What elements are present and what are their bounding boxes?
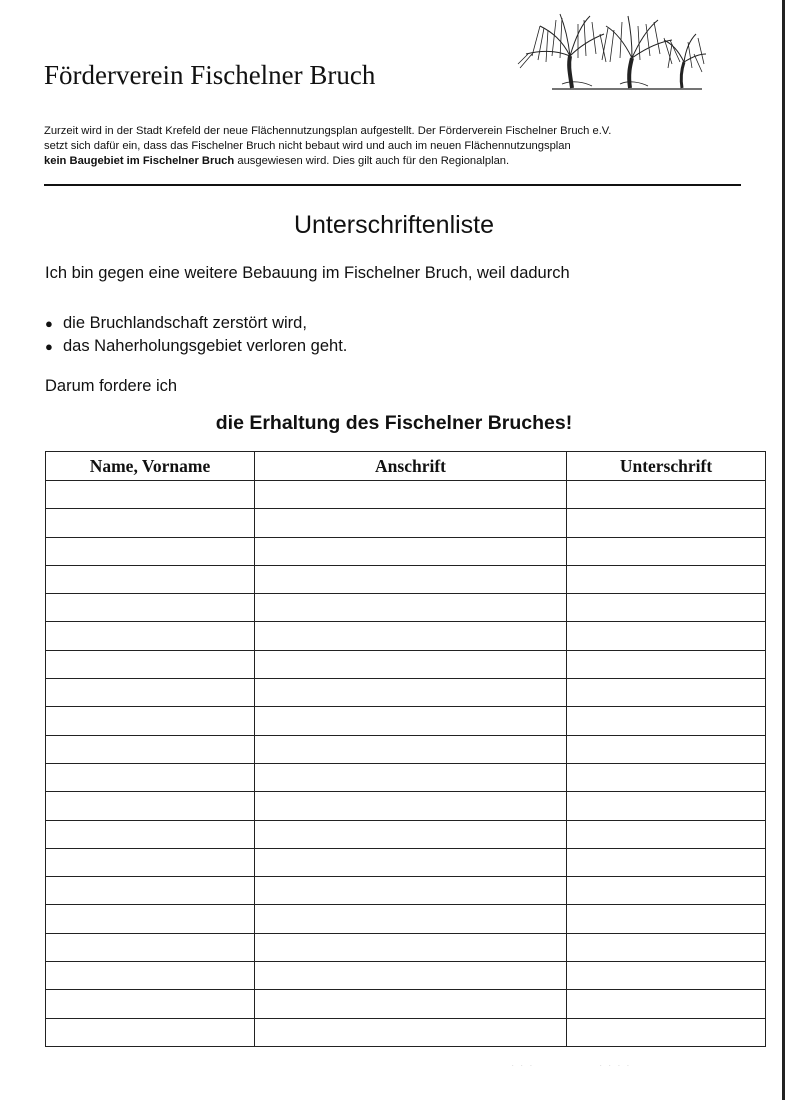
scan-speck: · · · · bbox=[600, 1063, 632, 1069]
page-edge bbox=[782, 0, 785, 1100]
name-cell[interactable] bbox=[46, 763, 255, 791]
signature-rows bbox=[46, 481, 766, 1047]
address-cell[interactable] bbox=[255, 848, 567, 876]
column-header-address: Anschrift bbox=[255, 452, 567, 481]
signature-cell[interactable] bbox=[567, 650, 766, 678]
table-row bbox=[46, 962, 766, 990]
name-cell[interactable] bbox=[46, 707, 255, 735]
name-cell[interactable] bbox=[46, 792, 255, 820]
intro-line: setzt sich dafür ein, dass das Fischelner Bruch nicht bebaut wird und auch im neuen Flächennutzungsplan bbox=[44, 140, 571, 152]
name-cell[interactable] bbox=[46, 962, 255, 990]
intro-line-rest: ausgewiesen wird. Dies gilt auch für den Regionalplan. bbox=[234, 155, 510, 167]
name-cell[interactable] bbox=[46, 735, 255, 763]
address-cell[interactable] bbox=[255, 565, 567, 593]
signature-cell[interactable] bbox=[567, 990, 766, 1018]
address-cell[interactable] bbox=[255, 679, 567, 707]
intro-line: Zurzeit wird in der Stadt Krefeld der neue Flächennutzungsplan aufgestellt. Der Förderverein Fischelner Bruch e.V. bbox=[44, 125, 612, 137]
bullet-icon: ● bbox=[45, 339, 53, 354]
name-cell[interactable] bbox=[46, 679, 255, 707]
header-divider bbox=[44, 184, 741, 186]
name-cell[interactable] bbox=[46, 933, 255, 961]
signature-cell[interactable] bbox=[567, 679, 766, 707]
intro-paragraph bbox=[44, 124, 744, 169]
address-cell[interactable] bbox=[255, 509, 567, 537]
table-row bbox=[46, 679, 766, 707]
signature-cell[interactable] bbox=[567, 565, 766, 593]
table-row bbox=[46, 1018, 766, 1046]
signature-cell[interactable] bbox=[567, 537, 766, 565]
address-cell[interactable] bbox=[255, 990, 567, 1018]
table-row bbox=[46, 481, 766, 509]
name-cell[interactable] bbox=[46, 537, 255, 565]
address-cell[interactable] bbox=[255, 650, 567, 678]
scan-speck: · · · bbox=[512, 1063, 535, 1069]
address-cell[interactable] bbox=[255, 962, 567, 990]
table-row bbox=[46, 537, 766, 565]
name-cell[interactable] bbox=[46, 594, 255, 622]
address-cell[interactable] bbox=[255, 905, 567, 933]
name-cell[interactable] bbox=[46, 650, 255, 678]
table-row bbox=[46, 820, 766, 848]
reasons-list bbox=[45, 312, 347, 358]
signature-table bbox=[45, 451, 766, 1047]
signature-cell[interactable] bbox=[567, 877, 766, 905]
table-row bbox=[46, 877, 766, 905]
willow-trees-icon bbox=[512, 10, 707, 92]
table-row bbox=[46, 763, 766, 791]
address-cell[interactable] bbox=[255, 622, 567, 650]
address-cell[interactable] bbox=[255, 763, 567, 791]
table-row bbox=[46, 848, 766, 876]
table-row bbox=[46, 509, 766, 537]
name-cell[interactable] bbox=[46, 990, 255, 1018]
reason-text: die Bruchlandschaft zerstört wird, bbox=[63, 314, 307, 332]
table-row bbox=[46, 594, 766, 622]
name-cell[interactable] bbox=[46, 820, 255, 848]
address-cell[interactable] bbox=[255, 735, 567, 763]
table-row bbox=[46, 792, 766, 820]
table-row bbox=[46, 622, 766, 650]
address-cell[interactable] bbox=[255, 707, 567, 735]
signature-cell[interactable] bbox=[567, 848, 766, 876]
address-cell[interactable] bbox=[255, 594, 567, 622]
address-cell[interactable] bbox=[255, 1018, 567, 1046]
table-row bbox=[46, 565, 766, 593]
signature-cell[interactable] bbox=[567, 509, 766, 537]
table-row bbox=[46, 735, 766, 763]
address-cell[interactable] bbox=[255, 820, 567, 848]
bullet-icon: ● bbox=[45, 316, 53, 331]
signature-cell[interactable] bbox=[567, 933, 766, 961]
address-cell[interactable] bbox=[255, 933, 567, 961]
signature-cell[interactable] bbox=[567, 707, 766, 735]
address-cell[interactable] bbox=[255, 877, 567, 905]
demand-text: Darum fordere ich bbox=[45, 377, 178, 395]
table-row bbox=[46, 707, 766, 735]
reason-text: das Naherholungsgebiet verloren geht. bbox=[63, 337, 348, 355]
signature-cell[interactable] bbox=[567, 962, 766, 990]
page-title: Unterschriftenliste bbox=[293, 211, 495, 239]
name-cell[interactable] bbox=[46, 877, 255, 905]
signature-cell[interactable] bbox=[567, 594, 766, 622]
signature-cell[interactable] bbox=[567, 792, 766, 820]
table-row bbox=[46, 905, 766, 933]
signature-cell[interactable] bbox=[567, 481, 766, 509]
table-row bbox=[46, 933, 766, 961]
intro-line bbox=[44, 154, 744, 169]
name-cell[interactable] bbox=[46, 509, 255, 537]
call-to-action: die Erhaltung des Fischelner Bruches! bbox=[215, 412, 573, 434]
signature-cell[interactable] bbox=[567, 622, 766, 650]
signature-cell[interactable] bbox=[567, 905, 766, 933]
signature-cell[interactable] bbox=[567, 820, 766, 848]
signature-cell[interactable] bbox=[567, 735, 766, 763]
column-header-signature: Unterschrift bbox=[567, 452, 766, 481]
name-cell[interactable] bbox=[46, 481, 255, 509]
name-cell[interactable] bbox=[46, 565, 255, 593]
list-item bbox=[45, 335, 347, 358]
signature-cell[interactable] bbox=[567, 763, 766, 791]
address-cell[interactable] bbox=[255, 537, 567, 565]
name-cell[interactable] bbox=[46, 848, 255, 876]
address-cell[interactable] bbox=[255, 792, 567, 820]
intro-emphasis: kein Baugebiet im Fischelner Bruch bbox=[44, 155, 235, 167]
address-cell[interactable] bbox=[255, 481, 567, 509]
signature-cell[interactable] bbox=[567, 1018, 766, 1046]
column-header-name: Name, Vorname bbox=[46, 452, 255, 481]
name-cell[interactable] bbox=[46, 1018, 255, 1046]
table-row bbox=[46, 990, 766, 1018]
list-item bbox=[45, 312, 347, 335]
table-header-row bbox=[46, 452, 766, 481]
name-cell[interactable] bbox=[46, 622, 255, 650]
name-cell[interactable] bbox=[46, 905, 255, 933]
table-row bbox=[46, 650, 766, 678]
statement-text: Ich bin gegen eine weitere Bebauung im Fischelner Bruch, weil dadurch bbox=[45, 264, 570, 282]
organization-name: Förderverein Fischelner Bruch bbox=[44, 60, 376, 90]
